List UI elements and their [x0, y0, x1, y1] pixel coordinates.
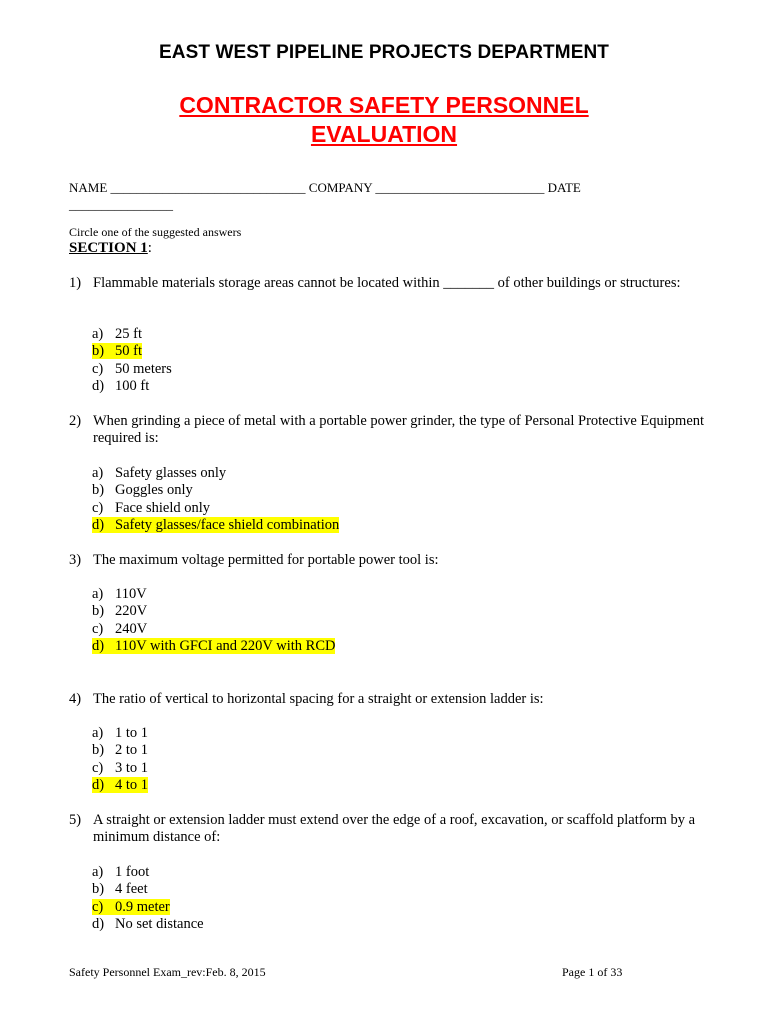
question-number: 5): [69, 812, 82, 828]
option-d-selected[interactable]: d) 4 to 1: [92, 777, 149, 794]
question-2: [69, 413, 709, 447]
option-c[interactable]: c) Face shield only: [92, 499, 211, 516]
question-2-options: [92, 465, 339, 535]
option-a[interactable]: a) 25 ft: [92, 326, 142, 342]
date-blank-line: ________________: [69, 197, 173, 212]
question-1: [69, 275, 709, 292]
option-a[interactable]: a) 1 foot: [92, 864, 150, 880]
question-3: [69, 552, 709, 569]
option-d[interactable]: d) No set distance: [92, 916, 204, 933]
question-5-options: [92, 864, 204, 934]
option-d-selected[interactable]: d) Safety glasses/face shield combination: [92, 517, 340, 534]
option-b[interactable]: b) 220V: [92, 603, 148, 620]
question-number: 4): [69, 691, 82, 707]
option-a[interactable]: a) Safety glasses only: [92, 465, 227, 481]
department-heading: EAST WEST PIPELINE PROJECTS DEPARTMENT: [159, 42, 609, 63]
instructions: Circle one of the suggested answers: [69, 225, 242, 239]
option-b[interactable]: b) Goggles only: [92, 482, 193, 499]
section-colon: :: [147, 240, 152, 256]
option-a[interactable]: a) 110V: [92, 586, 147, 602]
question-text: When grinding a piece of metal with a portable power grinder, the type of Personal Protective Equipment required is:: [93, 413, 705, 446]
option-c-selected[interactable]: c) 0.9 meter: [92, 898, 170, 915]
footer-page-number: Page 1 of 33: [562, 965, 623, 979]
option-b[interactable]: b) 2 to 1: [92, 742, 149, 759]
option-d[interactable]: d) 100 ft: [92, 378, 150, 395]
question-5: [69, 812, 709, 846]
option-a[interactable]: a) 1 to 1: [92, 725, 149, 741]
option-d-selected[interactable]: d) 110V with GFCI and 220V with RCD: [92, 638, 336, 655]
option-b[interactable]: b) 4 feet: [92, 881, 148, 898]
section-label: SECTION 1: [69, 240, 148, 256]
document-title-line-2: EVALUATION: [310, 121, 458, 147]
question-number: 1): [69, 275, 82, 291]
option-c[interactable]: c) 3 to 1: [92, 759, 149, 776]
section-heading: [69, 240, 152, 257]
option-c[interactable]: c) 240V: [92, 620, 148, 637]
question-text: Flammable materials storage areas cannot be located within _______ of other buildings or structures:: [93, 275, 681, 291]
question-text: The ratio of vertical to horizontal spacing for a straight or extension ladder is:: [93, 691, 544, 707]
name-company-date-fields: NAME ______________________________ COMPANY __________________________ DATE: [69, 180, 581, 195]
footer-revision: Safety Personnel Exam_rev:Feb. 8, 2015: [69, 965, 266, 979]
question-4: [69, 691, 709, 708]
option-b-selected[interactable]: b) 50 ft: [92, 343, 142, 360]
question-number: 2): [69, 413, 82, 429]
question-3-options: [92, 586, 335, 656]
question-4-options: [92, 725, 148, 795]
option-c[interactable]: c) 50 meters: [92, 360, 172, 377]
question-1-options: [92, 326, 172, 396]
question-text: A straight or extension ladder must extend over the edge of a roof, excavation, or scaffold platform by a minimum distance of:: [93, 812, 696, 845]
question-text: The maximum voltage permitted for portable power tool is:: [93, 552, 439, 568]
document-title-line-1: CONTRACTOR SAFETY PERSONNEL: [179, 92, 589, 118]
question-number: 3): [69, 552, 82, 568]
